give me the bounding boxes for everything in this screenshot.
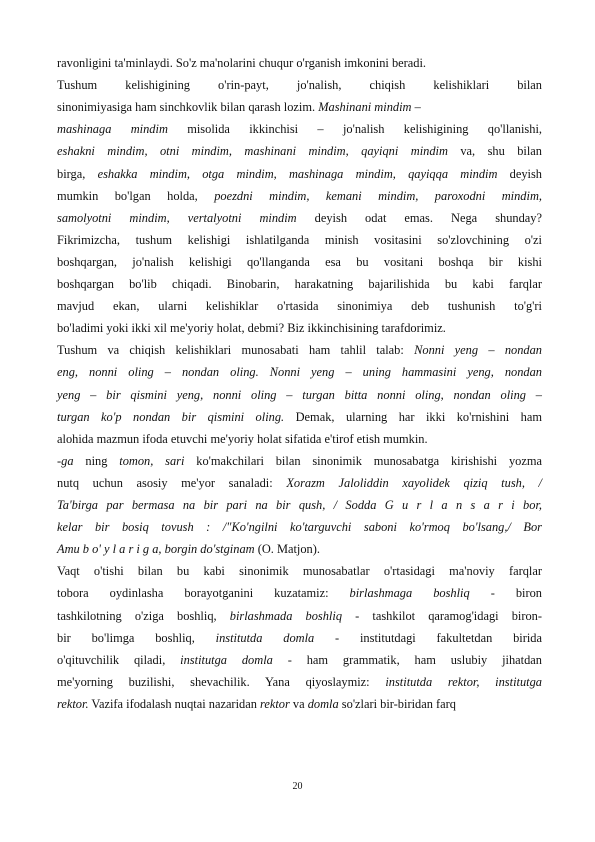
text-run: - tashkilot qaramog'idagi biron- <box>342 608 542 623</box>
text-line <box>57 140 542 162</box>
text-run: bir bo'limga boshliq, <box>57 630 216 645</box>
text-line <box>57 494 542 516</box>
italic-example: institutda rektor, institutga <box>385 674 542 689</box>
text-line <box>57 74 542 96</box>
text-run: deyish odat emas. Nega shunday? <box>296 210 542 225</box>
text-run: sinonimiyasiga ham sinchkovlik bilan qarash lozim. <box>57 100 319 115</box>
italic-example: Mashinani mindim <box>318 100 412 115</box>
italic-example: birlashmada boshliq <box>229 608 343 623</box>
text-run: deyish <box>497 166 543 181</box>
text-run: mavjud ekan, ularni kelishiklar o'rtasida sinonimiya deb tushunish to'g'ri <box>57 299 542 314</box>
text-run: mumkin bo'lgan holda, <box>57 188 215 203</box>
text-run: Vaqt o'tishi bilan bu kabi sinonimik munosabatlar o'rtasidagi ma'noviy farqlar <box>57 564 542 579</box>
text-line <box>57 251 542 273</box>
italic-example: Amu b o' y l a r i g a, borgin do'stginam <box>57 542 255 557</box>
text-line <box>57 406 542 428</box>
text-line <box>57 649 542 671</box>
text-line <box>57 472 542 494</box>
italic-example: kelar bir bosiq tovush : /"Ko'ngilni ko'targuvchi saboni ko'rmoq bo'lsang,/ Bor <box>57 520 542 535</box>
italic-example: Xorazm Jaloliddin xayolidek qiziq tush, / <box>286 475 542 490</box>
text-run: alohida mazmun ifoda etuvchi me'yoriy holat sifatida e'tirof etish mumkin. <box>57 431 428 446</box>
text-run: tobora oydinlasha borayotganini kuzatamiz: <box>57 586 350 601</box>
text-line <box>57 361 542 383</box>
text-run: me'yorning buzilishi, shevachilik. Yana qiyoslaymiz: <box>57 674 386 689</box>
italic-example: tomon, sari <box>119 453 185 468</box>
italic-example: Ta'birga par bermasa na bir pari na bir qush, / Sodda G u r l a n s a r i bor, <box>57 498 542 512</box>
italic-example: eng, nonni oling – nondan oling. Nonni yeng – uning hammasini yeng, nondan <box>57 365 542 380</box>
italic-example: -ga <box>57 453 74 468</box>
text-run: boshqargan bo'lib chiqadi. Binobarin, harakatning bajarilishida bu kabi farqlar <box>57 277 542 291</box>
italic-example: yeng – bir qismini yeng, nonni oling – turgan bitta nonni oling, nondan oling – <box>57 387 542 402</box>
text-line <box>57 627 542 649</box>
text-line <box>57 295 542 317</box>
text-run: Tushum kelishigining o'rin-payt, jo'nalish, chiqish kelishiklari bilan <box>57 78 542 93</box>
text-run: - institutdagi fakultetdan birida <box>314 630 542 645</box>
text-run: Demak, ularning har ikki ko'rnishini ham <box>284 409 543 424</box>
text-run: Vazifa ifodalash nuqtai nazaridan <box>88 696 260 711</box>
text-line <box>57 693 542 715</box>
italic-example: domla <box>307 696 339 711</box>
text-line <box>57 96 542 118</box>
italic-example: poezdni mindim, kemani mindim, paroxodni mindim, <box>214 188 542 203</box>
text-line <box>57 229 542 251</box>
italic-example: birlashmaga boshliq <box>349 586 470 601</box>
text-line <box>57 384 542 406</box>
text-run: – <box>411 100 421 115</box>
text-line <box>57 450 542 472</box>
text-run: ning <box>73 453 120 468</box>
text-run: o'qituvchilik qiladi, <box>57 652 181 667</box>
text-run: birga, <box>57 166 98 181</box>
text-line <box>57 605 542 627</box>
page-number: 20 <box>292 781 303 792</box>
text-line <box>57 582 542 604</box>
text-line <box>57 538 542 560</box>
italic-example: samolyotni mindim, vertalyotni mindim <box>57 210 297 225</box>
text-line <box>57 560 542 582</box>
text-run: boshqargan, jo'nalish kelishigi qo'llanganda esa bu vositani boshqa bir kishi <box>57 254 542 269</box>
text-line <box>57 207 542 229</box>
text-run: Tushum va chiqish kelishiklari munosabati ham tahlil talab: <box>57 343 415 358</box>
text-line <box>57 185 542 207</box>
text-line <box>57 163 542 185</box>
italic-example: rektor <box>260 696 290 711</box>
text-line <box>57 516 542 538</box>
text-line <box>57 339 542 361</box>
text-run: misolida ikkinchisi – jo'nalish kelishigining qo'llanishi, <box>167 122 542 137</box>
italic-example: institutga domla <box>180 652 273 667</box>
italic-example: rektor. <box>57 696 89 711</box>
text-run: - ham grammatik, ham uslubiy jihatdan <box>272 652 543 667</box>
text-line <box>57 671 542 693</box>
text-run: bo'ladimi yoki ikki xil me'yoriy holat, debmi? Biz ikkinchisining tarafdorimiz. <box>57 321 446 336</box>
text-line <box>57 273 542 295</box>
text-run: va <box>289 696 308 711</box>
italic-example: eshakni mindim, otni mindim, mashinani mindim, qayiqni mindim <box>57 144 448 159</box>
text-line <box>57 118 542 140</box>
text-line <box>57 52 542 74</box>
text-line <box>57 428 542 450</box>
italic-example: mashinaga mindim <box>57 122 168 137</box>
text-run: va, shu bilan <box>447 144 542 159</box>
text-run: ko'makchilari bilan sinonimik munosabatga kirishishi yozma <box>184 453 542 468</box>
text-line <box>57 317 542 339</box>
text-run: - biron <box>469 586 542 601</box>
text-run: Fikrimizcha, tushum kelishigi ishlatilganda minish vositasini so'zlovchining o'zi <box>57 232 542 247</box>
italic-example: eshakka mindim, otga mindim, mashinaga mindim, qayiqqa mindim <box>97 166 498 181</box>
text-run: (O. Matjon). <box>254 542 320 557</box>
italic-example: turgan ko'p nondan bir qismini oling. <box>57 409 285 424</box>
text-run: so'zlari bir-biridan farq <box>338 696 456 711</box>
text-run: tashkilotning o'ziga boshliq, <box>57 608 230 623</box>
italic-example: institutda domla <box>215 630 315 645</box>
text-run: nutq uchun asosiy me'yor sanaladi: <box>57 475 287 490</box>
italic-example: Nonni yeng – nondan <box>414 343 543 358</box>
text-run: ravonligini ta'minlaydi. So'z ma'nolarini chuqur o'rganish imkonini beradi. <box>57 56 426 70</box>
